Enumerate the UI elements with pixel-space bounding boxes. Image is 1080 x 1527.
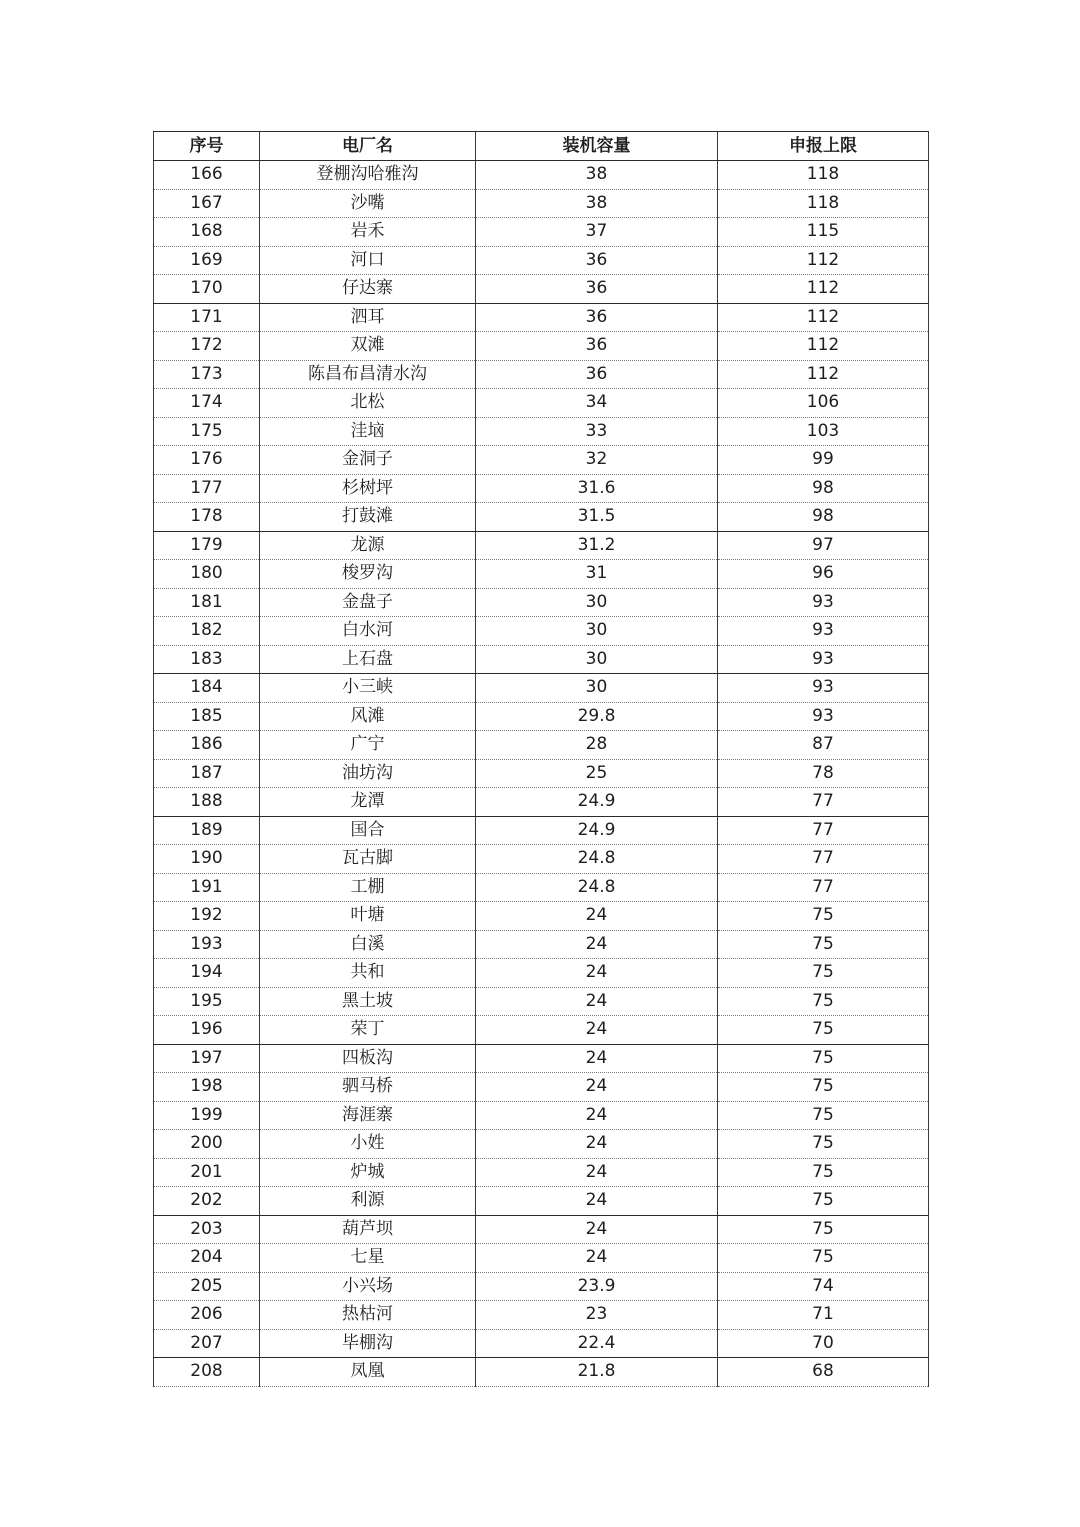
- cell-plant-name: 白溪: [260, 930, 476, 959]
- cell-index: 180: [154, 560, 260, 589]
- cell-installed-capacity: 24: [476, 1044, 718, 1073]
- cell-installed-capacity: 36: [476, 303, 718, 332]
- cell-installed-capacity: 24: [476, 1130, 718, 1159]
- table-row: [154, 1329, 929, 1358]
- table-row: [154, 930, 929, 959]
- cell-index: 188: [154, 788, 260, 817]
- table-row: [154, 446, 929, 475]
- cell-installed-capacity: 24: [476, 987, 718, 1016]
- cell-plant-name: 沙嘴: [260, 189, 476, 218]
- cell-plant-name: 海涯寨: [260, 1101, 476, 1130]
- table-row: [154, 531, 929, 560]
- cell-installed-capacity: 36: [476, 246, 718, 275]
- table-row: [154, 1044, 929, 1073]
- cell-installed-capacity: 23: [476, 1301, 718, 1330]
- table-row: [154, 1358, 929, 1387]
- cell-plant-name: 炉城: [260, 1158, 476, 1187]
- table-row: [154, 588, 929, 617]
- cell-declared-limit: 112: [718, 246, 929, 275]
- cell-installed-capacity: 24.9: [476, 816, 718, 845]
- cell-plant-name: 葫芦坝: [260, 1215, 476, 1244]
- cell-declared-limit: 70: [718, 1329, 929, 1358]
- table-row: [154, 189, 929, 218]
- cell-declared-limit: 75: [718, 1158, 929, 1187]
- cell-declared-limit: 75: [718, 1187, 929, 1216]
- cell-declared-limit: 98: [718, 503, 929, 532]
- table-row: [154, 389, 929, 418]
- header-plant-name: 电厂名: [260, 132, 476, 161]
- cell-declared-limit: 115: [718, 218, 929, 247]
- cell-plant-name: 毕棚沟: [260, 1329, 476, 1358]
- cell-index: 189: [154, 816, 260, 845]
- cell-index: 182: [154, 617, 260, 646]
- table-row: [154, 161, 929, 190]
- cell-installed-capacity: 24.9: [476, 788, 718, 817]
- cell-declared-limit: 75: [718, 959, 929, 988]
- cell-declared-limit: 77: [718, 873, 929, 902]
- cell-index: 170: [154, 275, 260, 304]
- table-row: [154, 987, 929, 1016]
- cell-declared-limit: 99: [718, 446, 929, 475]
- cell-declared-limit: 96: [718, 560, 929, 589]
- cell-index: 177: [154, 474, 260, 503]
- table-row: [154, 873, 929, 902]
- cell-declared-limit: 112: [718, 275, 929, 304]
- cell-installed-capacity: 34: [476, 389, 718, 418]
- table-row: [154, 246, 929, 275]
- cell-declared-limit: 93: [718, 674, 929, 703]
- cell-declared-limit: 93: [718, 588, 929, 617]
- cell-installed-capacity: 38: [476, 161, 718, 190]
- cell-plant-name: 叶塘: [260, 902, 476, 931]
- cell-plant-name: 河口: [260, 246, 476, 275]
- cell-index: 172: [154, 332, 260, 361]
- cell-installed-capacity: 24: [476, 1016, 718, 1045]
- cell-index: 185: [154, 702, 260, 731]
- cell-plant-name: 杉树坪: [260, 474, 476, 503]
- cell-declared-limit: 118: [718, 189, 929, 218]
- cell-installed-capacity: 32: [476, 446, 718, 475]
- cell-index: 207: [154, 1329, 260, 1358]
- cell-index: 200: [154, 1130, 260, 1159]
- cell-installed-capacity: 24: [476, 1073, 718, 1102]
- cell-plant-name: 登棚沟哈雅沟: [260, 161, 476, 190]
- cell-index: 206: [154, 1301, 260, 1330]
- cell-index: 195: [154, 987, 260, 1016]
- cell-index: 168: [154, 218, 260, 247]
- cell-plant-name: 广宁: [260, 731, 476, 760]
- cell-index: 174: [154, 389, 260, 418]
- cell-plant-name: 金洞子: [260, 446, 476, 475]
- cell-plant-name: 仔达寨: [260, 275, 476, 304]
- cell-declared-limit: 93: [718, 617, 929, 646]
- cell-declared-limit: 118: [718, 161, 929, 190]
- cell-plant-name: 打鼓滩: [260, 503, 476, 532]
- cell-installed-capacity: 29.8: [476, 702, 718, 731]
- table-row: [154, 1101, 929, 1130]
- cell-index: 167: [154, 189, 260, 218]
- cell-index: 204: [154, 1244, 260, 1273]
- cell-declared-limit: 78: [718, 759, 929, 788]
- cell-installed-capacity: 36: [476, 360, 718, 389]
- cell-index: 171: [154, 303, 260, 332]
- cell-index: 193: [154, 930, 260, 959]
- cell-plant-name: 共和: [260, 959, 476, 988]
- cell-plant-name: 龙潭: [260, 788, 476, 817]
- cell-installed-capacity: 21.8: [476, 1358, 718, 1387]
- cell-index: 169: [154, 246, 260, 275]
- cell-index: 179: [154, 531, 260, 560]
- cell-index: 196: [154, 1016, 260, 1045]
- cell-index: 205: [154, 1272, 260, 1301]
- cell-declared-limit: 75: [718, 1016, 929, 1045]
- cell-installed-capacity: 24: [476, 902, 718, 931]
- cell-plant-name: 岩禾: [260, 218, 476, 247]
- cell-installed-capacity: 24.8: [476, 845, 718, 874]
- cell-plant-name: 荣丁: [260, 1016, 476, 1045]
- cell-index: 186: [154, 731, 260, 760]
- cell-plant-name: 风滩: [260, 702, 476, 731]
- cell-index: 173: [154, 360, 260, 389]
- table-row: [154, 1187, 929, 1216]
- header-installed-capacity: 装机容量: [476, 132, 718, 161]
- cell-index: 184: [154, 674, 260, 703]
- table-row: [154, 275, 929, 304]
- table-row: [154, 731, 929, 760]
- table-row: [154, 1215, 929, 1244]
- table-row: [154, 816, 929, 845]
- table-row: [154, 503, 929, 532]
- cell-declared-limit: 93: [718, 645, 929, 674]
- cell-installed-capacity: 30: [476, 645, 718, 674]
- cell-declared-limit: 75: [718, 1215, 929, 1244]
- cell-installed-capacity: 24.8: [476, 873, 718, 902]
- cell-index: 199: [154, 1101, 260, 1130]
- table-row: [154, 474, 929, 503]
- cell-installed-capacity: 30: [476, 617, 718, 646]
- table-row: [154, 902, 929, 931]
- cell-index: 178: [154, 503, 260, 532]
- cell-plant-name: 国合: [260, 816, 476, 845]
- cell-plant-name: 瓦古脚: [260, 845, 476, 874]
- cell-declared-limit: 97: [718, 531, 929, 560]
- cell-installed-capacity: 38: [476, 189, 718, 218]
- table-row: [154, 788, 929, 817]
- cell-declared-limit: 87: [718, 731, 929, 760]
- table-row: [154, 702, 929, 731]
- cell-index: 194: [154, 959, 260, 988]
- table-row: [154, 1301, 929, 1330]
- table-row: [154, 645, 929, 674]
- cell-plant-name: 北松: [260, 389, 476, 418]
- table-header: [154, 132, 929, 161]
- cell-declared-limit: 77: [718, 845, 929, 874]
- cell-installed-capacity: 24: [476, 1158, 718, 1187]
- cell-declared-limit: 112: [718, 332, 929, 361]
- cell-declared-limit: 75: [718, 987, 929, 1016]
- cell-index: 175: [154, 417, 260, 446]
- cell-installed-capacity: 22.4: [476, 1329, 718, 1358]
- cell-declared-limit: 106: [718, 389, 929, 418]
- cell-plant-name: 金盘子: [260, 588, 476, 617]
- cell-plant-name: 利源: [260, 1187, 476, 1216]
- cell-installed-capacity: 30: [476, 674, 718, 703]
- cell-plant-name: 油坊沟: [260, 759, 476, 788]
- table-row: [154, 617, 929, 646]
- table-row: [154, 1158, 929, 1187]
- table-row: [154, 1272, 929, 1301]
- cell-installed-capacity: 30: [476, 588, 718, 617]
- header-declared-limit: 申报上限: [718, 132, 929, 161]
- cell-plant-name: 陈昌布昌清水沟: [260, 360, 476, 389]
- cell-index: 166: [154, 161, 260, 190]
- cell-plant-name: 泗耳: [260, 303, 476, 332]
- cell-installed-capacity: 31: [476, 560, 718, 589]
- cell-installed-capacity: 24: [476, 1215, 718, 1244]
- cell-plant-name: 黑土坡: [260, 987, 476, 1016]
- cell-installed-capacity: 24: [476, 1101, 718, 1130]
- cell-plant-name: 洼垴: [260, 417, 476, 446]
- cell-plant-name: 七星: [260, 1244, 476, 1273]
- cell-declared-limit: 75: [718, 1130, 929, 1159]
- cell-index: 201: [154, 1158, 260, 1187]
- cell-declared-limit: 77: [718, 788, 929, 817]
- cell-index: 187: [154, 759, 260, 788]
- table-row: [154, 417, 929, 446]
- power-plant-table: [153, 131, 929, 1387]
- header-index: 序号: [154, 132, 260, 161]
- cell-plant-name: 四板沟: [260, 1044, 476, 1073]
- cell-installed-capacity: 36: [476, 275, 718, 304]
- cell-installed-capacity: 24: [476, 1187, 718, 1216]
- cell-plant-name: 龙源: [260, 531, 476, 560]
- cell-installed-capacity: 24: [476, 930, 718, 959]
- cell-declared-limit: 75: [718, 1101, 929, 1130]
- cell-plant-name: 凤凰: [260, 1358, 476, 1387]
- cell-installed-capacity: 36: [476, 332, 718, 361]
- cell-index: 208: [154, 1358, 260, 1387]
- table-row: [154, 845, 929, 874]
- cell-index: 198: [154, 1073, 260, 1102]
- cell-plant-name: 小三峡: [260, 674, 476, 703]
- cell-index: 183: [154, 645, 260, 674]
- cell-declared-limit: 112: [718, 303, 929, 332]
- table-row: [154, 332, 929, 361]
- cell-plant-name: 热枯河: [260, 1301, 476, 1330]
- cell-declared-limit: 77: [718, 816, 929, 845]
- table-row: [154, 674, 929, 703]
- cell-declared-limit: 98: [718, 474, 929, 503]
- cell-index: 197: [154, 1044, 260, 1073]
- cell-plant-name: 驷马桥: [260, 1073, 476, 1102]
- cell-index: 191: [154, 873, 260, 902]
- cell-plant-name: 双滩: [260, 332, 476, 361]
- cell-index: 203: [154, 1215, 260, 1244]
- cell-plant-name: 小兴场: [260, 1272, 476, 1301]
- cell-installed-capacity: 31.2: [476, 531, 718, 560]
- cell-installed-capacity: 31.5: [476, 503, 718, 532]
- table-row: [154, 1073, 929, 1102]
- cell-installed-capacity: 24: [476, 959, 718, 988]
- cell-declared-limit: 68: [718, 1358, 929, 1387]
- cell-declared-limit: 75: [718, 1244, 929, 1273]
- table-row: [154, 218, 929, 247]
- table-row: [154, 1016, 929, 1045]
- header-row: [154, 132, 929, 161]
- cell-declared-limit: 75: [718, 902, 929, 931]
- cell-index: 190: [154, 845, 260, 874]
- cell-installed-capacity: 33: [476, 417, 718, 446]
- table-row: [154, 959, 929, 988]
- cell-plant-name: 工棚: [260, 873, 476, 902]
- cell-declared-limit: 74: [718, 1272, 929, 1301]
- table-body: [154, 161, 929, 1387]
- cell-plant-name: 梭罗沟: [260, 560, 476, 589]
- table-row: [154, 759, 929, 788]
- cell-plant-name: 小姓: [260, 1130, 476, 1159]
- cell-declared-limit: 93: [718, 702, 929, 731]
- cell-declared-limit: 112: [718, 360, 929, 389]
- cell-installed-capacity: 31.6: [476, 474, 718, 503]
- cell-installed-capacity: 28: [476, 731, 718, 760]
- cell-index: 192: [154, 902, 260, 931]
- cell-index: 181: [154, 588, 260, 617]
- cell-declared-limit: 75: [718, 1073, 929, 1102]
- cell-installed-capacity: 37: [476, 218, 718, 247]
- cell-index: 202: [154, 1187, 260, 1216]
- cell-declared-limit: 75: [718, 930, 929, 959]
- cell-declared-limit: 103: [718, 417, 929, 446]
- cell-declared-limit: 75: [718, 1044, 929, 1073]
- table-row: [154, 1130, 929, 1159]
- table-row: [154, 560, 929, 589]
- cell-declared-limit: 71: [718, 1301, 929, 1330]
- table-row: [154, 360, 929, 389]
- cell-index: 176: [154, 446, 260, 475]
- table-row: [154, 303, 929, 332]
- cell-plant-name: 白水河: [260, 617, 476, 646]
- cell-plant-name: 上石盘: [260, 645, 476, 674]
- cell-installed-capacity: 25: [476, 759, 718, 788]
- cell-installed-capacity: 24: [476, 1244, 718, 1273]
- table-row: [154, 1244, 929, 1273]
- cell-installed-capacity: 23.9: [476, 1272, 718, 1301]
